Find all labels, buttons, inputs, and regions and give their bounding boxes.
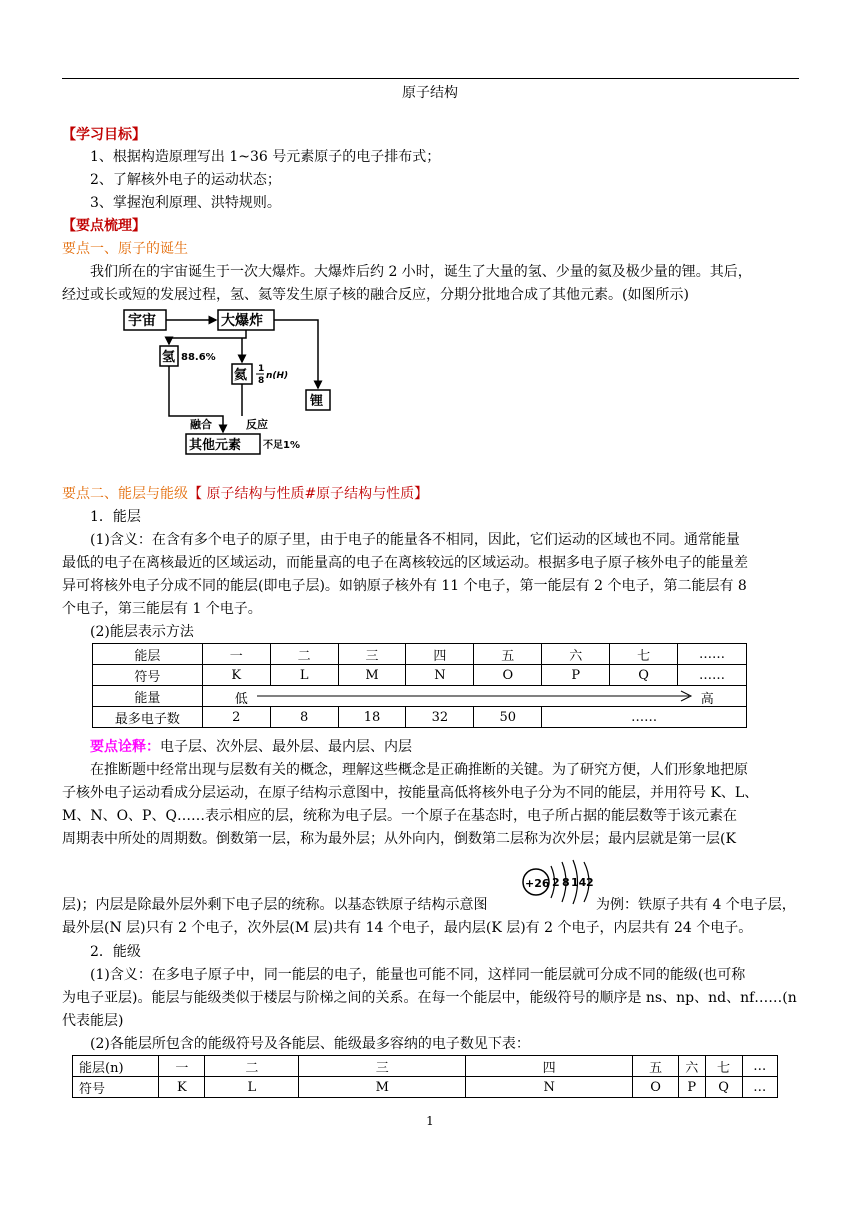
table-row xyxy=(73,1056,778,1077)
row-label: 能量 xyxy=(93,686,203,707)
paragraph-line: 子核外电子运动看成分层运动，在原子结构示意图中，按能量高低将核外电子分为不同的能层，并用符号 K、L、 xyxy=(62,785,759,801)
atom-shell: 8 xyxy=(562,876,570,889)
table-cell: K xyxy=(159,1077,205,1098)
energy-layer-table xyxy=(92,643,747,728)
energy-low-label: 低 xyxy=(234,692,248,707)
subsection-heading: (2)能层表示方法 xyxy=(90,624,194,640)
table-cell: N xyxy=(406,665,474,686)
goals-heading: 【学习目标】 xyxy=(62,127,146,143)
paragraph-line: 个电子，第三能层有 1 个电子。 xyxy=(62,601,262,617)
table-cell: 三 xyxy=(299,1056,466,1077)
paragraph-line: 为电子亚层)。能层与能级类似于楼层与阶梯之间的关系。在每一个能层中，能级符号的顺序是 ns、np、nd、nf……(n xyxy=(62,990,797,1006)
table-cell: L xyxy=(270,665,338,686)
paragraph-line: 周期表中所处的周期数。倒数第一层，称为最外层；从外向内，倒数第二层称为次外层；最内层就是第一层(K xyxy=(62,831,736,847)
table-cell: 二 xyxy=(205,1056,299,1077)
table-cell: O xyxy=(474,665,542,686)
subsection-heading: (2)各能层所包含的能级符号及各能层、能级最多容纳的电子数见下表： xyxy=(90,1036,530,1052)
row-label: 能层(n) xyxy=(73,1056,159,1077)
table-cell: …… xyxy=(678,644,747,665)
table-cell: 二 xyxy=(270,644,338,665)
table-cell: K xyxy=(202,665,270,686)
page-number: 1 xyxy=(426,1114,434,1128)
goal-item: 3、掌握泡利原理、洪特规则。 xyxy=(90,195,281,211)
paragraph-line: (1)含义：在含有多个电子的原子里，由于电子的能量各不相同，因此，它们运动的区域也不同。通常能量 xyxy=(90,532,740,548)
table-cell: …… xyxy=(542,707,747,728)
paragraph-line: 代表能层) xyxy=(62,1013,124,1029)
table-cell: 三 xyxy=(338,644,406,665)
energy-arrow-cell xyxy=(202,686,746,707)
table-cell: M xyxy=(338,665,406,686)
table-cell: 六 xyxy=(679,1056,705,1077)
table-cell: 五 xyxy=(474,644,542,665)
table-cell: 8 xyxy=(270,707,338,728)
paragraph-line: 经过或长或短的发展过程，氢、氦等发生原子核的融合反应，分期分批地合成了其他元素。(如图所示) xyxy=(62,287,689,303)
paragraph-line: 最外层(N 层)只有 2 个电子，次外层(M 层)共有 14 个电子，最内层(K 层)有 2 个电子，内层共有 24 个电子。 xyxy=(62,920,753,936)
table-cell: … xyxy=(742,1077,777,1098)
helium-fraction-den: 8 xyxy=(258,376,265,386)
energy-high-label: 高 xyxy=(700,692,714,707)
bigbang-label: 大爆炸 xyxy=(221,313,263,329)
hydrogen-label: 氢 xyxy=(162,350,176,365)
table-cell: 一 xyxy=(202,644,270,665)
table-cell: … xyxy=(742,1056,777,1077)
note-title: 电子层、次外层、最外层、最内层、内层 xyxy=(160,739,412,755)
table-cell: 50 xyxy=(474,707,542,728)
table-cell: 七 xyxy=(610,644,678,665)
table-cell: N xyxy=(466,1077,633,1098)
atom-shell: 2 xyxy=(552,876,560,889)
table-cell: 一 xyxy=(159,1056,205,1077)
helium-fraction-num: 1 xyxy=(258,364,265,374)
paragraph-line: 异可将核外电子分成不同的能层(即电子层)。如钠原子核外有 11 个电子，第一能层有 2 个电子，第二能层有 8 xyxy=(62,578,747,594)
paragraph-line: (1)含义：在多电子原子中，同一能层的电子，能量也可能不同，这样同一能层就可分成不同的能级(也可称 xyxy=(90,967,746,983)
paragraph-line: 为例：铁原子共有 4 个电子层， xyxy=(596,897,796,913)
element-formation-diagram xyxy=(120,308,450,460)
table-cell: P xyxy=(679,1077,705,1098)
row-label: 符号 xyxy=(93,665,203,686)
summary-heading: 【要点梳理】 xyxy=(62,218,146,234)
table-row xyxy=(93,686,747,707)
paragraph-line: 最低的电子在离核最近的区域运动，而能量高的电子在离核较远的区域运动。根据多电子原子核外电子的能量差 xyxy=(62,555,748,571)
subsection-heading: 1．能层 xyxy=(90,509,141,525)
point1-heading: 要点一、原子的诞生 xyxy=(62,241,188,257)
table-cell: Q xyxy=(705,1077,742,1098)
table-cell: Q xyxy=(610,665,678,686)
row-label: 能层 xyxy=(93,644,203,665)
energy-level-table xyxy=(72,1055,778,1098)
helium-fraction-rest: n(H) xyxy=(266,371,289,381)
iron-atom-diagram xyxy=(518,858,598,908)
table-cell: P xyxy=(542,665,610,686)
atom-nucleus: +26 xyxy=(525,877,550,890)
paragraph-line: 在推断题中经常出现与层数有关的概念，理解这些概念是正确推断的关键。为了研究方便，人们形象地把原 xyxy=(90,762,748,778)
reaction-label: 反应 xyxy=(246,418,268,431)
subsection-heading: 2．能级 xyxy=(90,944,141,960)
table-cell: 四 xyxy=(406,644,474,665)
atom-shell: 2 xyxy=(586,876,594,889)
paragraph-line: M、N、O、P、Q……表示相应的层，统称为电子层。一个原子在基态时，电子所占据的能层数等于该元素在 xyxy=(62,808,737,824)
paragraph-line: 我们所在的宇宙诞生于一次大爆炸。大爆炸后约 2 小时，诞生了大量的氢、少量的氦及极少量的锂。其后， xyxy=(90,264,752,280)
note-label: 要点诠释： xyxy=(90,739,160,755)
lithium-label: 锂 xyxy=(310,394,324,409)
table-cell: …… xyxy=(678,665,747,686)
hydrogen-percent: 88.6% xyxy=(181,352,216,363)
table-cell: M xyxy=(299,1077,466,1098)
table-row xyxy=(73,1077,778,1098)
table-cell: 七 xyxy=(705,1056,742,1077)
table-cell: O xyxy=(633,1077,679,1098)
header-rule xyxy=(62,78,799,79)
note-line xyxy=(90,736,412,758)
point2-tag: 【 原子结构与性质#原子结构与性质】 xyxy=(188,486,429,502)
point2-heading-line xyxy=(62,483,428,505)
table-row xyxy=(93,665,747,686)
table-cell: L xyxy=(205,1077,299,1098)
others-percent: 不足1% xyxy=(263,440,300,451)
row-label: 最多电子数 xyxy=(93,707,203,728)
helium-label: 氦 xyxy=(234,368,248,383)
goal-item: 1、根据构造原理写出 1~36 号元素原子的电子排布式； xyxy=(90,149,441,165)
table-cell: 2 xyxy=(202,707,270,728)
page-title: 原子结构 xyxy=(402,85,458,101)
table-cell: 32 xyxy=(406,707,474,728)
paragraph-line: 层)；内层是除最外层外剩下电子层的统称。以基态铁原子结构示意图 xyxy=(62,897,488,913)
universe-label: 宇宙 xyxy=(128,313,156,329)
table-cell: 六 xyxy=(542,644,610,665)
others-label: 其他元素 xyxy=(189,438,242,453)
table-cell: 五 xyxy=(633,1056,679,1077)
table-cell: 18 xyxy=(338,707,406,728)
energy-arrow xyxy=(257,690,693,702)
fusion-label: 融合 xyxy=(190,418,212,431)
row-label: 符号 xyxy=(73,1077,159,1098)
goal-item: 2、了解核外电子的运动状态； xyxy=(90,172,281,188)
point2-heading: 要点二、能层与能级 xyxy=(62,486,188,502)
table-cell: 四 xyxy=(466,1056,633,1077)
table-row xyxy=(93,707,747,728)
table-row xyxy=(93,644,747,665)
atom-shell: 14 xyxy=(571,876,587,889)
